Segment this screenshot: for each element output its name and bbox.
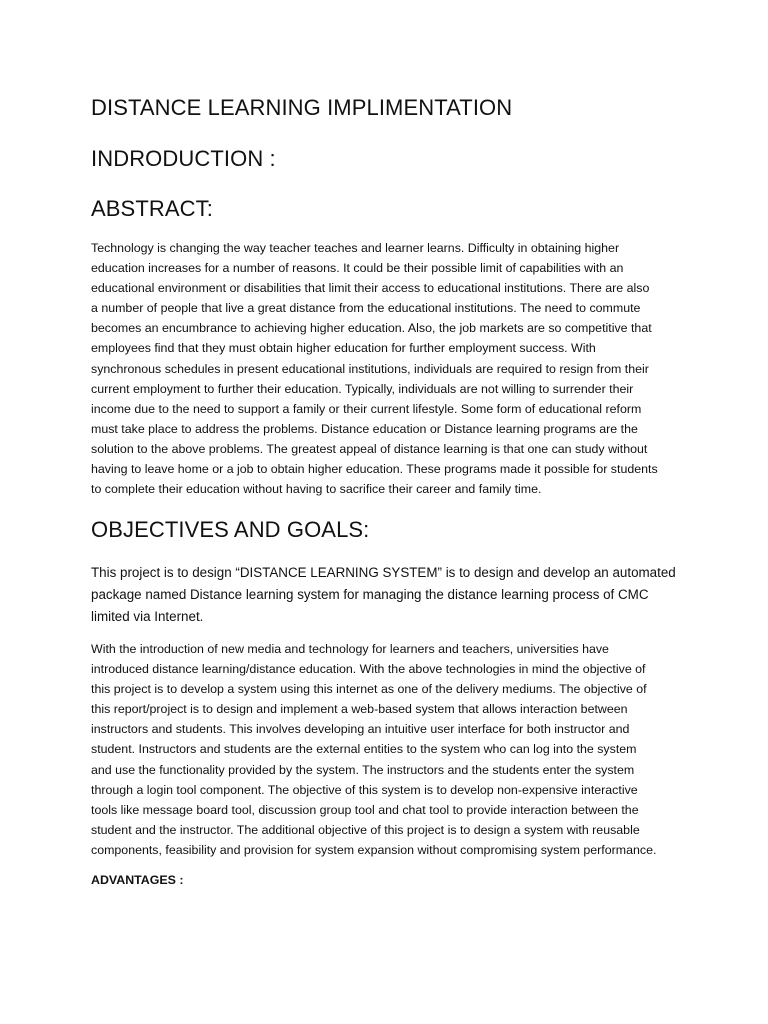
abstract-line: to complete their education without having to sacrifice their career and family time.	[91, 482, 542, 497]
objectives-line: through a login tool component. The objective of this system is to develop non-expensive interactive	[91, 782, 638, 797]
introduction-heading: INDRODUCTION :	[91, 146, 276, 171]
objectives-line: This project is to design “DISTANCE LEARNING SYSTEM” is to design and develop an automated	[91, 565, 676, 580]
objectives-line: tools like message board tool, discussion group tool and chat tool to provide interaction between the	[91, 802, 639, 817]
objectives-line: this project is to develop a system using this internet as one of the delivery mediums. The objective of	[91, 682, 647, 697]
objectives-line: student and the instructor. The additional objective of this project is to design a system with reusable	[91, 822, 640, 837]
objectives-paragraph-2	[91, 639, 687, 860]
abstract-line: a number of people that live a great distance from the educational institutions. The need to commute	[91, 301, 641, 316]
objectives-line: instructors and students. This involves developing an intuitive user interface for both instructor and	[91, 722, 630, 737]
abstract-line: Technology is changing the way teacher teaches and learner learns. Difficulty in obtaining higher	[91, 241, 620, 255]
abstract-line: having to leave home or a job to obtain higher education. These programs made it possible for students	[91, 462, 658, 477]
objectives-line: With the introduction of new media and technology for learners and teachers, universities have	[91, 642, 609, 656]
abstract-paragraph	[91, 238, 687, 499]
abstract-line: current employment to further their education. Typically, individuals are not willing to surrender their	[91, 381, 634, 396]
document-title: DISTANCE LEARNING IMPLIMENTATION	[91, 95, 513, 120]
abstract-line: becomes an encumbrance to achieving higher education. Also, the job markets are so competitive that	[91, 321, 652, 336]
advantages-heading: ADVANTAGES :	[91, 873, 184, 887]
objectives-line: components, feasibility and provision for system expansion without compromising system performance.	[91, 842, 657, 857]
objectives-line: limited via Internet.	[91, 608, 204, 624]
objectives-paragraph-1	[91, 562, 687, 627]
objectives-heading: OBJECTIVES AND GOALS:	[91, 517, 370, 542]
objectives-line: this report/project is to design and implement a web-based system that allows interaction between	[91, 702, 628, 717]
objectives-line: package named Distance learning system for managing the distance learning process of CMC	[91, 586, 649, 602]
abstract-line: must take place to address the problems. Distance education or Distance learning programs are the	[91, 421, 638, 436]
objectives-line: introduced distance learning/distance education. With the above technologies in mind the objective of	[91, 662, 646, 677]
abstract-line: employees find that they must obtain higher education for further employment success. With	[91, 341, 596, 356]
objectives-line: student. Instructors and students are the external entities to the system who can log into the system	[91, 742, 637, 757]
abstract-line: education increases for a number of reasons. It could be their possible limit of capabilities with an	[91, 261, 624, 276]
abstract-line: solution to the above problems. The greatest appeal of distance learning is that one can study without	[91, 441, 648, 456]
objectives-line: and use the functionality provided by the system. The instructors and the students enter the system	[91, 762, 635, 777]
abstract-line: income due to the need to support a family or their current lifestyle. Some form of educational reform	[91, 401, 642, 416]
abstract-line: synchronous schedules in present educational institutions, individuals are required to resign from their	[91, 361, 649, 376]
abstract-heading: ABSTRACT:	[91, 196, 213, 221]
abstract-line: educational environment or disabilities that limit their access to educational institutions. There are also	[91, 281, 650, 296]
